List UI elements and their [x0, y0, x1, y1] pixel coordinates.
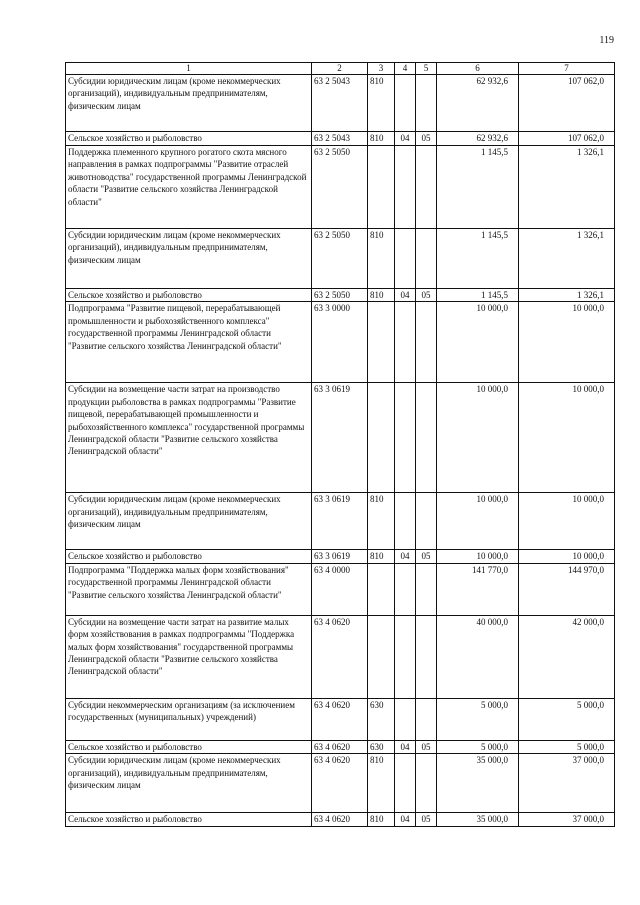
- table-row: [66, 563, 615, 615]
- row-sum-1: 62 932,6: [437, 132, 519, 146]
- row-pr: [416, 615, 437, 698]
- row-vr: [368, 302, 395, 383]
- row-sum-1: 5 000,0: [437, 698, 519, 740]
- row-rz: [395, 615, 416, 698]
- row-sum-2: 107 062,0: [519, 75, 615, 132]
- row-sum-1: 5 000,0: [437, 740, 519, 753]
- row-name: Субсидии на возмещение части затрат на производство продукции рыболовства в рамках подпрограммы "Развитие пищевой, перерабатывающей промышленности и рыбохозяйственного комплекса" государственной программы Ленинградской области "Развитие сельского хозяйства Ленинградской области": [66, 383, 312, 493]
- row-name: Субсидии юридическим лицам (кроме некоммерческих организаций), индивидуальным предпринимателям, физическим лицам: [66, 75, 312, 132]
- table-row: [66, 75, 615, 132]
- header-col-2: 2: [312, 63, 368, 75]
- header-col-6: 6: [437, 63, 519, 75]
- row-code: 63 4 0620: [312, 615, 368, 698]
- row-code: 63 4 0000: [312, 563, 368, 615]
- row-vr: [368, 615, 395, 698]
- header-row: [66, 63, 615, 75]
- row-sum-2: 10 000,0: [519, 302, 615, 383]
- row-code: 63 2 5050: [312, 229, 368, 289]
- row-name: Подпрограмма "Развитие пищевой, перерабатывающей промышленности и рыбохозяйственного комплекса" государственной программы Ленинградской области "Развитие сельского хозяйства Ленинградской области": [66, 302, 312, 383]
- budget-table: [65, 62, 615, 827]
- row-vr: 630: [368, 740, 395, 753]
- row-sum-1: 35 000,0: [437, 754, 519, 813]
- header-col-7: 7: [519, 63, 615, 75]
- row-sum-1: 40 000,0: [437, 615, 519, 698]
- table-row: [66, 289, 615, 302]
- table-row: [66, 698, 615, 740]
- header-col-1: 1: [66, 63, 312, 75]
- row-vr: 810: [368, 813, 395, 826]
- row-vr: [368, 383, 395, 493]
- row-code: 63 4 0620: [312, 698, 368, 740]
- row-pr: [416, 493, 437, 550]
- row-rz: 04: [395, 132, 416, 146]
- row-sum-2: 5 000,0: [519, 698, 615, 740]
- row-sum-2: 144 970,0: [519, 563, 615, 615]
- row-pr: [416, 229, 437, 289]
- header-col-5: 5: [416, 63, 437, 75]
- row-sum-2: 1 326,1: [519, 289, 615, 302]
- row-rz: [395, 302, 416, 383]
- row-name: Поддержка племенного крупного рогатого скота мясного направления в рамках подпрограммы "Развитие отраслей животноводства" государственной программы Ленинградской области "Развитие сельского хозяйства Ленинградской области": [66, 146, 312, 229]
- row-code: 63 4 0620: [312, 813, 368, 826]
- row-rz: 04: [395, 289, 416, 302]
- table-row: [66, 493, 615, 550]
- row-code: 63 4 0620: [312, 754, 368, 813]
- row-sum-2: 10 000,0: [519, 550, 615, 563]
- row-vr: 630: [368, 698, 395, 740]
- row-code: 63 3 0619: [312, 383, 368, 493]
- row-name: Субсидии некоммерческим организациям (за исключением государственных (муниципальных) учреждений): [66, 698, 312, 740]
- row-rz: [395, 493, 416, 550]
- row-vr: 810: [368, 754, 395, 813]
- table-row: [66, 740, 615, 753]
- row-sum-1: 1 145,5: [437, 289, 519, 302]
- row-sum-1: 141 770,0: [437, 563, 519, 615]
- row-sum-2: 1 326,1: [519, 229, 615, 289]
- row-pr: 05: [416, 740, 437, 753]
- row-pr: [416, 563, 437, 615]
- row-sum-1: 35 000,0: [437, 813, 519, 826]
- row-sum-2: 1 326,1: [519, 146, 615, 229]
- row-code: 63 2 5050: [312, 289, 368, 302]
- row-rz: 04: [395, 550, 416, 563]
- row-sum-2: 10 000,0: [519, 383, 615, 493]
- row-code: 63 2 5050: [312, 146, 368, 229]
- row-code: 63 3 0619: [312, 550, 368, 563]
- table-row: [66, 302, 615, 383]
- table-row: [66, 132, 615, 146]
- row-sum-1: 10 000,0: [437, 383, 519, 493]
- row-sum-1: 10 000,0: [437, 493, 519, 550]
- row-pr: [416, 302, 437, 383]
- row-name: Сельское хозяйство и рыболовство: [66, 132, 312, 146]
- row-sum-1: 10 000,0: [437, 302, 519, 383]
- row-rz: [395, 754, 416, 813]
- row-rz: [395, 698, 416, 740]
- row-rz: [395, 563, 416, 615]
- row-name: Подпрограмма "Поддержка малых форм хозяйствования" государственной программы Ленинградской области "Развитие сельского хозяйства Ленинградской области": [66, 563, 312, 615]
- row-pr: 05: [416, 550, 437, 563]
- row-sum-2: 10 000,0: [519, 493, 615, 550]
- row-vr: 810: [368, 493, 395, 550]
- table-row: [66, 813, 615, 826]
- row-rz: 04: [395, 813, 416, 826]
- row-name: Сельское хозяйство и рыболовство: [66, 740, 312, 753]
- row-vr: [368, 146, 395, 229]
- table-row: [66, 754, 615, 813]
- row-pr: [416, 75, 437, 132]
- table-row: [66, 383, 615, 493]
- table-row: [66, 550, 615, 563]
- table-row: [66, 615, 615, 698]
- row-name: Субсидии юридическим лицам (кроме некоммерческих организаций), индивидуальным предпринимателям, физическим лицам: [66, 229, 312, 289]
- row-rz: [395, 383, 416, 493]
- row-code: 63 2 5043: [312, 132, 368, 146]
- row-vr: 810: [368, 132, 395, 146]
- row-sum-2: 107 062,0: [519, 132, 615, 146]
- row-name: Субсидии юридическим лицам (кроме некоммерческих организаций), индивидуальным предпринимателям, физическим лицам: [66, 754, 312, 813]
- row-vr: 810: [368, 229, 395, 289]
- row-name: Сельское хозяйство и рыболовство: [66, 289, 312, 302]
- row-rz: [395, 75, 416, 132]
- row-rz: [395, 229, 416, 289]
- row-sum-2: 5 000,0: [519, 740, 615, 753]
- row-rz: [395, 146, 416, 229]
- row-vr: [368, 563, 395, 615]
- row-rz: 04: [395, 740, 416, 753]
- row-vr: 810: [368, 550, 395, 563]
- header-col-3: 3: [368, 63, 395, 75]
- table-row: [66, 229, 615, 289]
- header-col-4: 4: [395, 63, 416, 75]
- row-sum-1: 1 145,5: [437, 146, 519, 229]
- row-code: 63 4 0620: [312, 740, 368, 753]
- row-sum-1: 1 145,5: [437, 229, 519, 289]
- row-pr: 05: [416, 132, 437, 146]
- row-pr: [416, 754, 437, 813]
- row-sum-2: 42 000,0: [519, 615, 615, 698]
- row-sum-1: 62 932,6: [437, 75, 519, 132]
- row-sum-2: 37 000,0: [519, 813, 615, 826]
- page-number: 119: [599, 35, 614, 46]
- row-code: 63 3 0619: [312, 493, 368, 550]
- row-pr: 05: [416, 813, 437, 826]
- row-pr: [416, 146, 437, 229]
- row-pr: [416, 698, 437, 740]
- row-name: Сельское хозяйство и рыболовство: [66, 550, 312, 563]
- row-sum-1: 10 000,0: [437, 550, 519, 563]
- table-row: [66, 146, 615, 229]
- row-vr: 810: [368, 75, 395, 132]
- row-name: Сельское хозяйство и рыболовство: [66, 813, 312, 826]
- row-code: 63 2 5043: [312, 75, 368, 132]
- row-name: Субсидии на возмещение части затрат на развитие малых форм хозяйствования в рамках подпрограммы "Поддержка малых форм хозяйствования" государственной программы Ленинградской области "Развитие сельского хозяйства Ленинградской области": [66, 615, 312, 698]
- row-code: 63 3 0000: [312, 302, 368, 383]
- row-sum-2: 37 000,0: [519, 754, 615, 813]
- row-pr: 05: [416, 289, 437, 302]
- row-name: Субсидии юридическим лицам (кроме некоммерческих организаций), индивидуальным предпринимателям, физическим лицам: [66, 493, 312, 550]
- row-pr: [416, 383, 437, 493]
- row-vr: 810: [368, 289, 395, 302]
